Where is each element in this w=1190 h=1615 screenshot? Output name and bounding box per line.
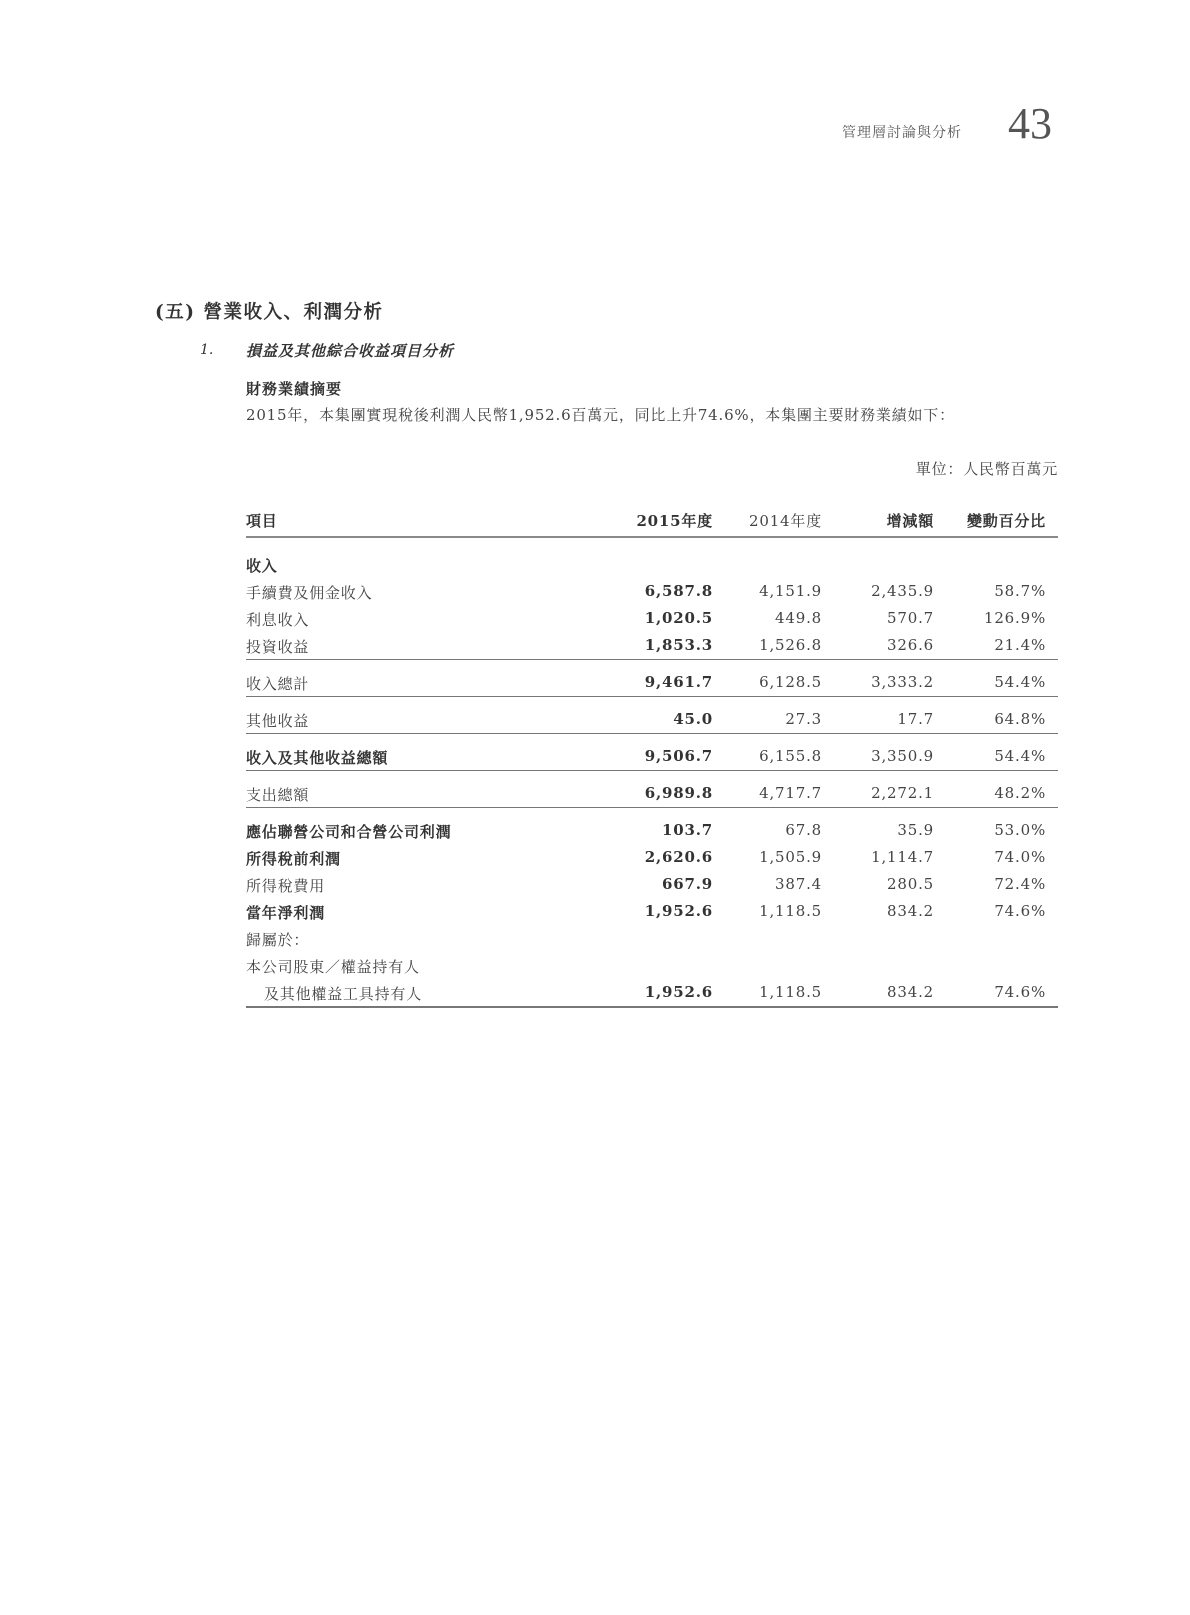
table-row — [246, 605, 1058, 632]
header-change-pct: 變動百分比 — [966, 512, 1046, 530]
row-label: 歸屬於： — [246, 931, 310, 949]
header-title: 管理層討論與分析 — [842, 125, 962, 141]
total-income-row — [246, 743, 1058, 771]
value-2014: 4,151.9 — [759, 582, 822, 600]
value-2015: 9,506.7 — [644, 747, 713, 765]
value-change-pct: 21.4% — [994, 636, 1046, 654]
row-label: 收入及其他收益總額 — [246, 749, 389, 767]
revenue-heading: 收入 — [246, 557, 278, 575]
table-header-row — [246, 500, 1058, 538]
value-2014: 1,118.5 — [759, 983, 822, 1001]
value-2015: 6,989.8 — [644, 784, 713, 802]
value-change-pct: 72.4% — [994, 875, 1046, 893]
value-change: 326.6 — [887, 636, 934, 654]
value-change: 834.2 — [887, 902, 934, 920]
value-change-pct: 54.4% — [994, 673, 1046, 691]
value-2014: 1,505.9 — [759, 848, 822, 866]
attributable-row — [246, 925, 1058, 952]
table-row — [246, 898, 1058, 925]
header-change: 增減額 — [886, 512, 934, 530]
value-change-pct: 64.8% — [994, 710, 1046, 728]
table-row — [246, 578, 1058, 605]
shareholders-row-line1 — [246, 952, 1058, 979]
row-label: 投資收益 — [246, 638, 310, 656]
value-2015: 1,020.5 — [644, 609, 713, 627]
value-2015: 9,461.7 — [644, 673, 713, 691]
table-row — [246, 632, 1058, 660]
header-2014: 2014年度 — [749, 512, 822, 530]
section-title: (五) 營業收入、利潤分析 — [155, 302, 384, 323]
value-2014: 1,118.5 — [759, 902, 822, 920]
value-2015: 1,853.3 — [644, 636, 713, 654]
summary-heading: 財務業績摘要 — [246, 380, 343, 398]
value-2014: 6,155.8 — [759, 747, 822, 765]
summary-text: 2015年，本集團實現稅後利潤人民幣1,952.6百萬元，同比上升74.6%，本集團主要財務業績如下： — [246, 406, 955, 424]
row-label: 本公司股東／權益持有人 — [246, 958, 420, 976]
value-change-pct: 126.9% — [984, 609, 1046, 627]
header-item: 項目 — [246, 512, 278, 530]
value-change-pct: 74.6% — [994, 983, 1046, 1001]
header-2015: 2015年度 — [636, 512, 713, 530]
row-label: 手續費及佣金收入 — [246, 584, 373, 602]
table-row — [246, 844, 1058, 871]
row-label: 其他收益 — [246, 712, 310, 730]
table-row — [246, 817, 1058, 844]
other-income-row — [246, 706, 1058, 734]
value-2014: 449.8 — [775, 609, 822, 627]
financial-results-table — [246, 500, 1058, 1008]
value-change-pct: 54.4% — [994, 747, 1046, 765]
value-change-pct: 48.2% — [994, 784, 1046, 802]
value-change: 3,333.2 — [871, 673, 934, 691]
value-2014: 387.4 — [775, 875, 822, 893]
value-change: 2,435.9 — [871, 582, 934, 600]
total-revenue-row — [246, 669, 1058, 697]
value-2015: 1,952.6 — [644, 983, 713, 1001]
row-label: 當年淨利潤 — [246, 904, 326, 922]
value-change: 1,114.7 — [871, 848, 934, 866]
page-number: 43 — [1008, 99, 1052, 148]
row-label: 應佔聯營公司和合營公司利潤 — [246, 823, 452, 841]
value-change: 3,350.9 — [871, 747, 934, 765]
row-label: 收入總計 — [246, 675, 310, 693]
value-2015: 1,952.6 — [644, 902, 713, 920]
value-change-pct: 74.0% — [994, 848, 1046, 866]
value-change-pct: 74.6% — [994, 902, 1046, 920]
row-label: 支出總額 — [246, 786, 310, 804]
value-change: 35.9 — [897, 821, 934, 839]
value-change: 2,272.1 — [871, 784, 934, 802]
revenue-heading-row — [246, 551, 1058, 578]
value-change-pct: 58.7% — [994, 582, 1046, 600]
value-2015: 2,620.6 — [644, 848, 713, 866]
row-label: 所得稅費用 — [246, 877, 326, 895]
value-2015: 103.7 — [662, 821, 713, 839]
value-change: 834.2 — [887, 983, 934, 1001]
value-2015: 6,587.8 — [644, 582, 713, 600]
row-label: 利息收入 — [246, 611, 310, 629]
value-2015: 45.0 — [673, 710, 713, 728]
table-row — [246, 871, 1058, 898]
unit-note: 單位：人民幣百萬元 — [915, 460, 1058, 478]
value-2014: 6,128.5 — [759, 673, 822, 691]
value-change: 280.5 — [887, 875, 934, 893]
value-2014: 27.3 — [785, 710, 822, 728]
value-2014: 4,717.7 — [759, 784, 822, 802]
row-label: 及其他權益工具持有人 — [264, 985, 423, 1003]
value-2014: 1,526.8 — [759, 636, 822, 654]
value-change-pct: 53.0% — [994, 821, 1046, 839]
value-change: 17.7 — [897, 710, 934, 728]
subsection-title: 損益及其他綜合收益項目分析 — [246, 342, 455, 360]
row-label: 所得稅前利潤 — [246, 850, 341, 868]
running-header — [0, 100, 1052, 160]
value-2015: 667.9 — [662, 875, 713, 893]
subsection-number: 1. — [200, 342, 214, 358]
total-expenses-row — [246, 780, 1058, 808]
shareholders-row — [246, 979, 1058, 1008]
value-2014: 67.8 — [785, 821, 822, 839]
value-change: 570.7 — [887, 609, 934, 627]
